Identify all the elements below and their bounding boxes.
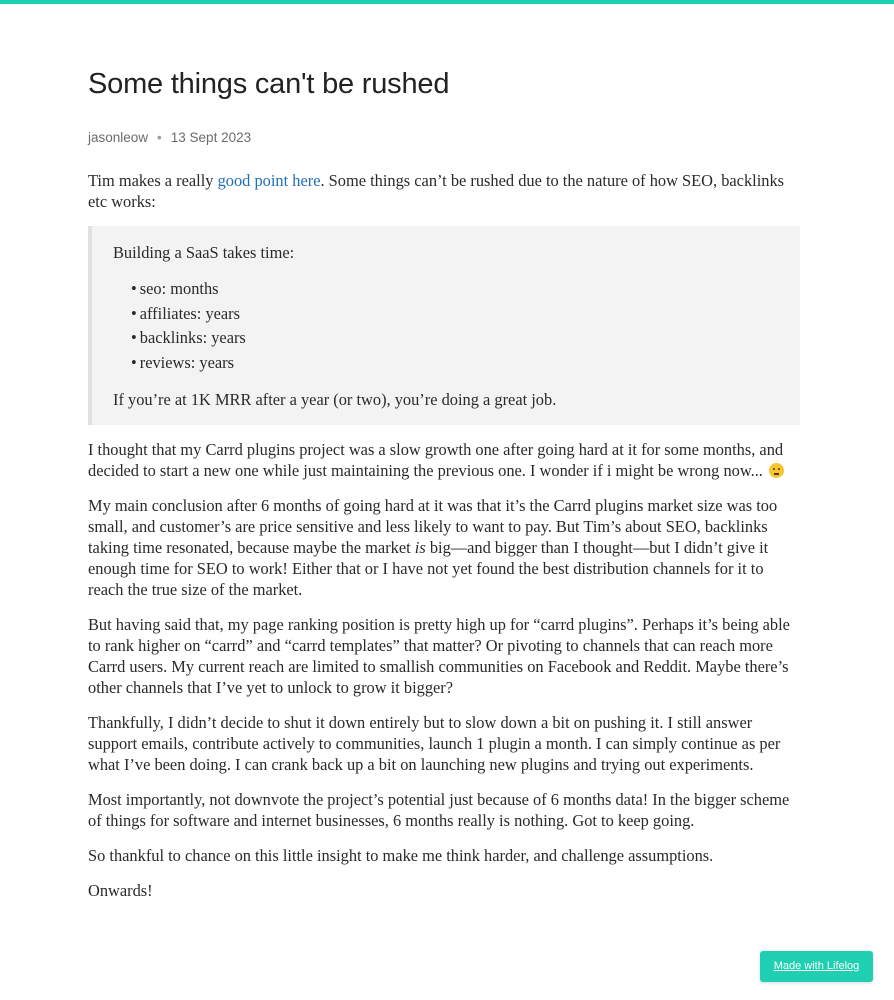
list-item: • seo: months xyxy=(131,279,219,298)
post-meta xyxy=(88,128,800,148)
emphasis-is: is xyxy=(414,538,426,557)
list-item: • affiliates: years xyxy=(131,303,241,323)
paragraph-7: Onwards! xyxy=(88,881,153,900)
intro-paragraph: Tim makes a really good point here. Some things can’t be rushed due to the nature of how SEO, backlinks etc works: xyxy=(88,171,785,211)
meta-separator-dot: • xyxy=(157,130,162,145)
top-accent-bar xyxy=(0,0,894,4)
quote-list xyxy=(113,277,780,375)
bullet: • xyxy=(131,303,137,323)
post-date: 13 Sept 2023 xyxy=(170,130,252,145)
paragraph-2: My main conclusion after 6 months of going hard at it was that it’s the Carrd plugins market size was too small, and customer’s are price sensitive and less likely to want to pay. But Tim’s about SEO, backlinks taking time resonated, because maybe the market is big—and bigger than I thought—but I didn’t give it enough time for SEO to work! Either that or I have not yet found the best distribution channels for it to reach the true size of the market. xyxy=(88,496,778,599)
paragraph-5: Most importantly, not downvote the project’s potential just because of 6 months data! In the bigger scheme of things for software and internet businesses, 6 months really is nothing. Got to keep going. xyxy=(88,790,790,830)
post-body xyxy=(88,170,800,901)
paragraph-6: So thankful to chance on this little insight to make me think harder, and challenge assumptions. xyxy=(88,846,714,865)
bullet: • xyxy=(131,352,137,372)
post-article xyxy=(88,62,800,915)
paragraph-1: I thought that my Carrd plugins project was a slow growth one after going hard at it for some months, and decided to start a new one while just maintaining the previous one. I wonder if i might be wrong now... xyxy=(88,440,784,480)
quote-block xyxy=(88,226,800,425)
post-author[interactable]: jasonleow xyxy=(88,130,149,145)
quote-heading: Building a SaaS takes time: xyxy=(113,243,295,262)
list-item: • backlinks: years xyxy=(131,328,246,347)
list-item: • reviews: years xyxy=(131,352,234,372)
thinking-face-emoji-icon xyxy=(769,463,784,478)
paragraph-4: Thankfully, I didn’t decide to shut it down entirely but to slow down a bit on pushing it. I still answer support emails, contribute actively to communities, launch 1 plugin a month. I can simply continue as per what I’ve been doing. I can crank back up a bit on launching new plugins and trying out experiments. xyxy=(88,713,781,774)
quote-closing: If you’re at 1K MRR after a year (or two), you’re doing a great job. xyxy=(113,390,557,409)
good-point-link[interactable]: good point here xyxy=(217,171,321,190)
post-title: Some things can't be rushed xyxy=(88,68,450,100)
paragraph-3: But having said that, my page ranking position is pretty high up for “carrd plugins”. Perhaps it’s being able to rank higher on “carrd” and “carrd templates” that matter? Or pivoting to channels that can reach more Carrd users. My current reach are limited to smallish communities on Facebook and Reddit. Maybe there’s other channels that I’ve yet to unlock to grow it bigger? xyxy=(88,615,790,697)
bullet: • xyxy=(131,328,137,347)
made-with-lifelog-badge[interactable]: Made with Lifelog xyxy=(760,951,873,982)
bullet: • xyxy=(131,279,137,298)
